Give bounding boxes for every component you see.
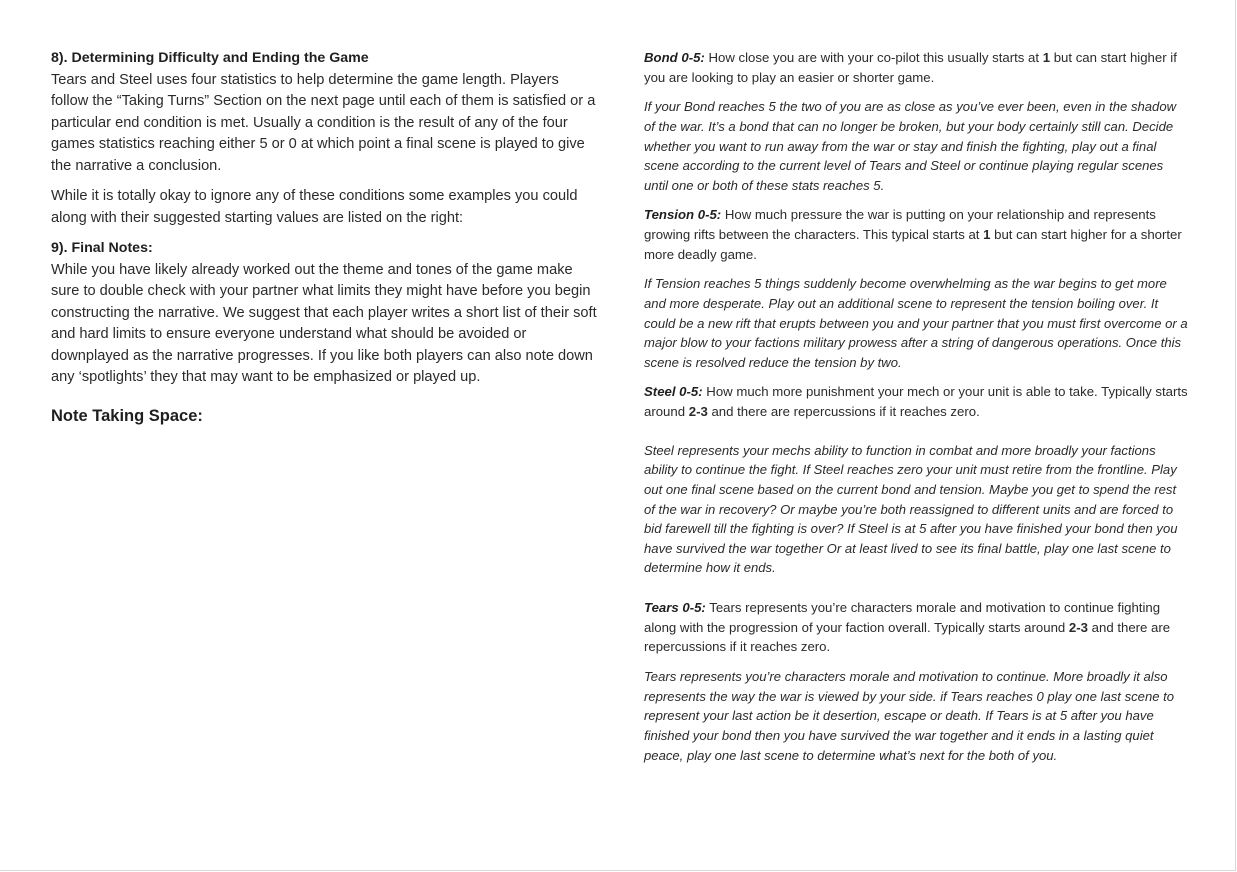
tension-text-2: but can start higher for a shorter more deadly game. (644, 227, 1182, 262)
tension-stat-name: Tension 0-5: (644, 207, 722, 223)
section-8-paragraph-2: While it is totally okay to ignore any of these conditions some examples you could along with their suggested starting values are listed on the right: (51, 188, 578, 226)
bond-text-2: but can start higher if you are looking to play an easier or shorter game. (644, 50, 1177, 85)
left-column (51, 48, 599, 426)
right-column (644, 48, 1189, 765)
bond-italic-note: If your Bond reaches 5 the two of you are as close as you’ve ever been, even in the shadow of the war. It’s a bond that can no longer be broken, but your body certainly still can. Decide whether you want to run away from the war or stay and finish the fighting, play out a final scene according to the current level of Tears and Steel or continue playing regular scenes until one or both of these stats reaches 5. (644, 99, 1177, 193)
tears-description (644, 598, 1189, 657)
section-9-heading: 9). Final Notes: (51, 240, 153, 256)
steel-stat-name: Steel 0-5: (644, 384, 703, 400)
tears-start-value: 2-3 (1068, 619, 1088, 635)
bond-stat-name: Bond 0-5: (644, 50, 705, 65)
section-9-paragraph-1: While you have likely already worked out the theme and tones of the game make sure to double check with your partner what limits they might have before you begin constructing the narrative. We suggest that each player writes a short list of their soft and hard limits to ensure everyone understand what should be avoided or downplayed as the narrative progresses. If you like both players can also note down any ‘spotlights’ they that may want to be emphasized or played up. (51, 261, 597, 385)
bond-text-1: How close you are with your co-pilot this usually starts at (704, 50, 1043, 65)
tears-text-2: and there are repercussions if it reaches zero. (644, 619, 1171, 655)
section-8-paragraph-1: Tears and Steel uses four statistics to help determine the game length. Players follow the “Taking Turns” Section on the next page until each of them is satisfied or a particular end condition is met. Usually a condition is the result of any of the four games statistics reaching either 5 or 0 at which point a final scene is played to give the narrative a conclusion. (51, 71, 596, 174)
steel-start-value: 2-3 (688, 404, 708, 420)
tears-text-1: Tears represents you’re characters morale and motivation to continue fighting along with the progression of your faction overall. Typically starts around (644, 600, 1161, 635)
tension-description (644, 205, 1189, 264)
note-taking-space-title: Note Taking Space: (51, 406, 203, 425)
steel-description (644, 382, 1189, 421)
steel-text-2: and there are repercussions if it reaches zero. (707, 404, 980, 420)
tears-stat-name: Tears 0-5: (644, 600, 706, 616)
tension-italic-note: If Tension reaches 5 things suddenly become overwhelming as the war begins to get more and more desperate. Play out an additional scene to represent the tension boiling over. It could be a new rift that erupts between you and your partner that you must first overcome or a major blow to your factions military prowess after a string of dangerous operations. Once this scene is resolved reduce the tension by two. (644, 276, 1188, 370)
bond-start-value: 1 (1042, 50, 1051, 65)
bond-description (644, 48, 1189, 87)
tension-start-value: 1 (983, 227, 991, 243)
steel-italic-note: Steel represents your mechs ability to function in combat and more broadly your factions ability to continue the fight. If Steel reaches zero your unit must retire from the frontline. Play out one final scene based on the current bond and tension. Maybe you get to spend the rest of the war in recovery? Or maybe you’re both reassigned to different units and are forced to bid farewell till the fighting is over? If Steel is at 5 after you have finished your bond then you have survived the war together Or at least lived to see its final battle, play one last scene to determine how it ends. (644, 442, 1178, 576)
tears-italic-note: Tears represents you’re characters morale and motivation to continue. More broadly it also represents the way the war is viewed by your side. if Tears reaches 0 play one last scene to represent your last action be it desertion, escape or death. If Tears is at 5 after you have finished your bond then you have survived the war together and it ends in a lasting quiet peace, play one last scene to determine what’s next for the both of you. (644, 669, 1175, 763)
tension-text-1: How much pressure the war is putting on your relationship and represents growing rifts between the characters. This typical starts at (644, 207, 1156, 243)
steel-text-1: How much more punishment your mech or your unit is able to take. Typically starts around (644, 384, 1188, 420)
section-8-heading: 8). Determining Difficulty and Ending the Game (51, 50, 369, 66)
